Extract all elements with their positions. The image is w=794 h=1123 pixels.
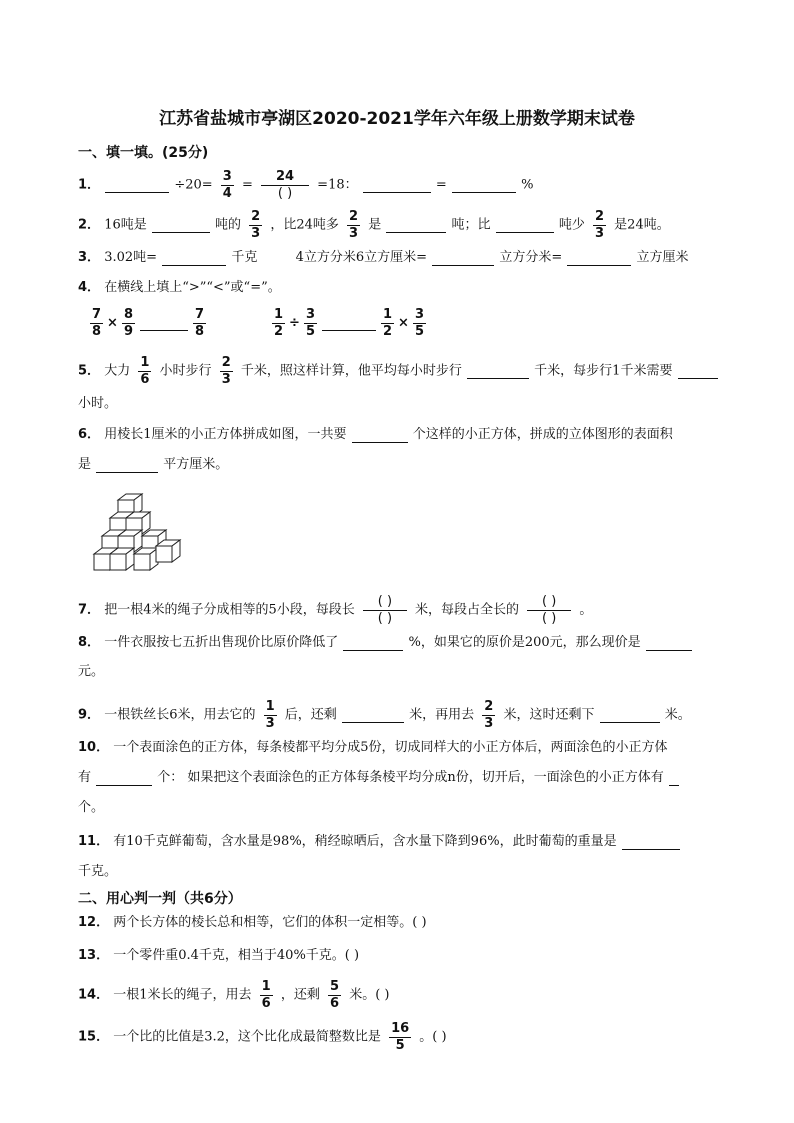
question-text: 一个零件重0.4千克，相当于40%千克。( ) <box>113 948 360 963</box>
fraction-blank[interactable]: $\frac{( )}{( )}$ <box>363 595 407 626</box>
cube-stack-figure <box>92 486 186 578</box>
answer-blank[interactable] <box>669 771 679 786</box>
section-1-heading: 一、填一填。(25分) <box>78 145 209 161</box>
fraction: $\frac{3}{4}$ <box>222 169 232 201</box>
question-text: 平方厘米。 <box>163 457 229 472</box>
question-text: 米。 <box>664 707 691 723</box>
question-text: 是 <box>368 217 382 233</box>
question-text: 立方厘米 <box>636 250 689 265</box>
question-text: 有10千克鲜葡萄，含水量是98%，稍经晾晒后，含水量下降到96%，此时葡萄的重量是 <box>113 834 617 849</box>
question-text: 。( ) <box>419 1029 447 1045</box>
question-number: 9． <box>78 707 101 723</box>
question-number: 14． <box>78 987 110 1003</box>
cube <box>110 548 134 570</box>
question-text: 有 <box>78 770 92 785</box>
question-text: 个。 <box>78 800 105 815</box>
fraction: $\frac{8}{9}$ <box>123 307 133 339</box>
question-number: 6． <box>78 427 101 442</box>
answer-blank[interactable] <box>386 218 446 233</box>
question-text: 米，再用去 <box>409 707 475 723</box>
question-number: 8． <box>78 635 101 650</box>
answer-blank[interactable] <box>342 708 404 723</box>
cube <box>156 540 180 562</box>
fraction: $\frac{7}{8}$ <box>92 307 102 339</box>
answer-blank[interactable] <box>622 835 680 850</box>
question-text: 千克。 <box>78 864 118 879</box>
answer-blank[interactable] <box>432 251 494 266</box>
question-number: 3． <box>78 250 101 265</box>
fraction: $\frac{2}{3}$ <box>594 209 605 241</box>
question-text: 是24吨。 <box>614 217 670 233</box>
times-sign: × <box>398 315 409 331</box>
question-2 <box>78 210 670 241</box>
fraction: $\frac{2}{3}$ <box>484 699 494 731</box>
question-4 <box>78 278 281 299</box>
question-text: 米。( ) <box>349 987 390 1003</box>
answer-blank[interactable] <box>452 178 516 193</box>
fraction: $\frac{5}{6}$ <box>330 979 340 1011</box>
question-8-cont <box>78 662 104 683</box>
compare-blank[interactable] <box>140 316 188 331</box>
question-text: 是 <box>78 457 92 472</box>
question-text: 用棱长1厘米的小正方体拼成如图，一共要 <box>104 427 347 442</box>
question-text: 后，还剩 <box>284 707 337 723</box>
fraction: $\frac{2}{3}$ <box>349 209 359 241</box>
fraction: $\frac{16}{5}$ <box>391 1021 410 1053</box>
answer-blank[interactable] <box>152 218 210 233</box>
question-11 <box>78 832 681 853</box>
question-number: 4． <box>78 280 101 295</box>
fraction: $\frac{1}{6}$ <box>261 979 271 1011</box>
answer-blank[interactable] <box>600 708 660 723</box>
fraction: $\frac{3}{5}$ <box>414 307 424 339</box>
question-text: 千米，照这样计算，他平均每小时步行 <box>240 363 462 379</box>
answer-blank[interactable] <box>352 428 408 443</box>
question-number: 12． <box>78 915 110 930</box>
question-text: ，还剩 <box>280 987 320 1003</box>
question-text: 一根铁丝长6米，用去它的 <box>104 707 256 723</box>
question-text: 立方分米= <box>499 250 563 265</box>
question-number: 2． <box>78 217 101 233</box>
fraction: $\frac{1}{2}$ <box>383 307 393 339</box>
fraction: $\frac{24}{( )}$ <box>261 170 309 201</box>
question-text: 小时。 <box>78 396 118 411</box>
compare-blank[interactable] <box>322 316 376 331</box>
answer-blank[interactable] <box>646 636 692 651</box>
question-text: 元。 <box>78 664 105 679</box>
fraction: $\frac{7}{8}$ <box>195 307 205 339</box>
question-3 <box>78 248 689 269</box>
question-text: ，比24吨多 <box>270 217 339 233</box>
question-text: 一个表面涂色的正方体，每条棱都平均分成5份，切成同样大的小正方体后，两面涂色的小正方体 <box>113 740 668 755</box>
answer-blank[interactable] <box>162 251 226 266</box>
answer-blank[interactable] <box>343 636 403 651</box>
question-text: 吨；比 <box>451 217 491 233</box>
question-10-cont2 <box>78 798 104 819</box>
question-15 <box>78 1022 447 1053</box>
question-8 <box>78 633 693 654</box>
question-text: 个这样的小正方体，拼成的立体图形的表面积 <box>412 427 673 442</box>
section-2-heading: 二、用心判一判（共6分） <box>78 891 242 907</box>
answer-blank[interactable] <box>105 178 169 193</box>
question-text: = <box>435 177 447 193</box>
question-number: 1． <box>78 177 101 193</box>
question-10-cont <box>78 768 680 789</box>
divide-sign: ÷ <box>289 315 300 331</box>
question-13 <box>78 946 359 967</box>
question-text: ÷20= <box>174 177 213 193</box>
question-text: 吨少 <box>558 217 585 233</box>
question-text: 16吨是 <box>104 217 147 233</box>
question-number: 10． <box>78 740 110 755</box>
question-text: 两个长方体的棱长总和相等，它们的体积一定相等。( ) <box>113 915 427 930</box>
question-text: 米，每段占全长的 <box>415 602 520 618</box>
question-6-cont <box>78 455 228 476</box>
question-text: 把一根4米的绳子分成相等的5小段，每段长 <box>104 602 355 618</box>
fraction: $\frac{1}{3}$ <box>265 699 275 731</box>
question-text: 3.02吨= <box>104 250 158 265</box>
question-5 <box>78 356 719 387</box>
answer-blank[interactable] <box>96 458 158 473</box>
question-text: 个： 如果把这个表面涂色的正方体每条棱平均分成n份，切开后，一面涂色的小正方体有 <box>157 770 664 785</box>
question-text: 一根1米长的绳子，用去 <box>113 987 252 1003</box>
answer-blank[interactable] <box>363 178 431 193</box>
question-7 <box>78 595 592 626</box>
question-4-part-b <box>268 308 430 339</box>
question-text: 千克 <box>231 250 258 265</box>
question-text: 小时步行 <box>159 363 212 379</box>
question-text: 一件衣服按七五折出售现价比原价降低了 <box>104 635 339 650</box>
question-number: 7． <box>78 602 101 618</box>
answer-blank[interactable] <box>567 251 631 266</box>
answer-blank[interactable] <box>467 364 529 379</box>
fraction: $\frac{1}{6}$ <box>140 355 150 387</box>
question-5-cont <box>78 394 117 415</box>
fraction-blank[interactable]: $\frac{( )}{( )}$ <box>527 595 571 626</box>
fraction: $\frac{2}{3}$ <box>221 355 231 387</box>
question-text: % <box>521 177 534 193</box>
question-text: 千米，每步行1千米需要 <box>534 363 673 379</box>
cube <box>134 548 158 570</box>
fraction: $\frac{2}{3}$ <box>251 209 261 241</box>
question-4-part-a <box>86 308 210 339</box>
question-text: 一个比的比值是3.2，这个比化成最简整数比是 <box>113 1029 381 1045</box>
question-number: 11． <box>78 834 110 849</box>
question-text: = <box>241 177 253 193</box>
question-text: 。 <box>579 602 593 618</box>
question-text: 吨的 <box>215 217 242 233</box>
question-14 <box>78 980 389 1011</box>
question-11-cont <box>78 862 117 883</box>
question-number: 5． <box>78 363 101 379</box>
answer-blank[interactable] <box>678 364 718 379</box>
fraction: $\frac{1}{2}$ <box>274 307 284 339</box>
question-text: 4立方分米6立方厘米= <box>295 250 428 265</box>
fraction: $\frac{3}{5}$ <box>305 307 315 339</box>
question-text: %，如果它的原价是200元，那么现价是 <box>408 635 641 650</box>
answer-blank[interactable] <box>496 218 554 233</box>
question-6 <box>78 425 673 446</box>
question-text: 米，这时还剩下 <box>503 707 595 723</box>
times-sign: × <box>107 315 118 331</box>
question-text: =18： <box>317 177 358 193</box>
question-1 <box>78 170 533 201</box>
page-title: 江苏省盐城市亭湖区2020-2021学年六年级上册数学期末试卷 <box>159 109 635 129</box>
question-9 <box>78 700 691 731</box>
question-text: 大力 <box>104 363 131 379</box>
question-10 <box>78 738 668 759</box>
question-12 <box>78 913 427 934</box>
question-number: 15． <box>78 1029 110 1045</box>
question-number: 13． <box>78 948 110 963</box>
answer-blank[interactable] <box>96 771 152 786</box>
question-text: 在横线上填上“>”“<”或“=”。 <box>104 280 281 295</box>
